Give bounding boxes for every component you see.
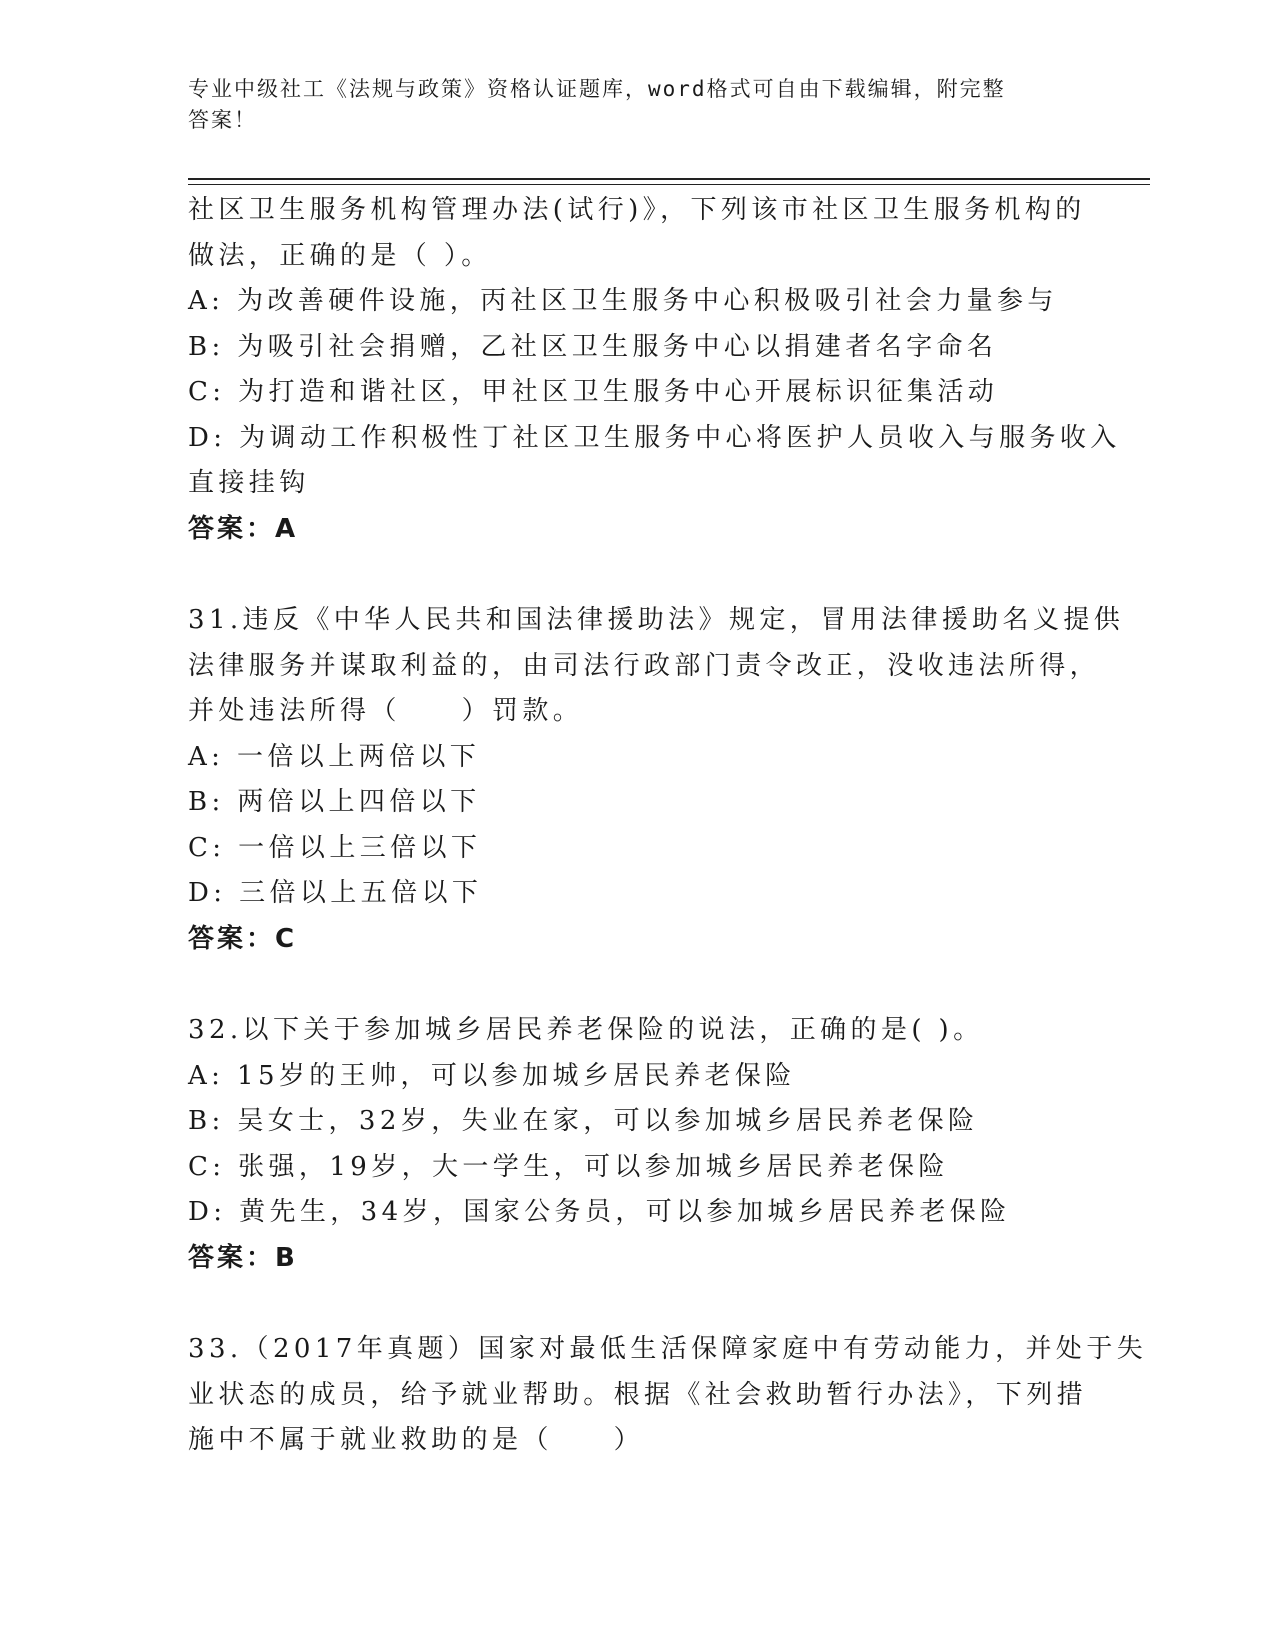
option-b: B: 吴女士，32岁，失业在家，可以参加城乡居民养老保险 xyxy=(188,1106,979,1136)
option-a: A: 为改善硬件设施，丙社区卫生服务中心积极吸引社会力量参与 xyxy=(188,286,1058,316)
header-title-line-2: 答案！ xyxy=(188,108,257,132)
question-stem-line: 33.（2017年真题）国家对最低生活保障家庭中有劳动能力，并处于失 xyxy=(188,1334,1148,1364)
header-divider xyxy=(188,178,1150,185)
document-header xyxy=(188,74,1078,136)
option-a: A: 15岁的王帅，可以参加城乡居民养老保险 xyxy=(188,1060,796,1091)
question-stem-line: 31.违反《中华人民共和国法律援助法》规定，冒用法律援助名义提供 xyxy=(188,605,1125,635)
question-spacer xyxy=(188,962,1088,1008)
question-stem-line: 做法，正确的是（ ）。 xyxy=(188,240,492,271)
option-a: A: 一倍以上两倍以下 xyxy=(188,741,481,772)
option-d: D: 为调动工作积极性丁社区卫生服务中心将医护人员收入与服务收入 xyxy=(188,422,1121,453)
question-31 xyxy=(188,598,1125,962)
question-stem-line: 并处违法所得（ ）罚款。 xyxy=(188,696,584,726)
question-stem-line: 32.以下关于参加城乡居民养老保险的说法，正确的是( )。 xyxy=(188,1015,984,1045)
question-spacer xyxy=(188,552,1088,598)
question-spacer xyxy=(188,1281,1088,1327)
option-d: D: 黄先生，34岁，国家公务员，可以参加城乡居民养老保险 xyxy=(188,1197,1011,1227)
answer-label: 答案：B xyxy=(188,1242,298,1273)
answer-label: 答案：A xyxy=(188,513,299,544)
answer-label: 答案：C xyxy=(188,923,298,954)
document-body xyxy=(188,188,1148,1464)
question-30-continued xyxy=(188,188,1121,552)
question-stem-line: 业状态的成员，给予就业帮助。根据《社会救助暂行办法》，下列措 xyxy=(188,1379,1088,1410)
question-stem-line: 社区卫生服务机构管理办法(试行)》，下列该市社区卫生服务机构的 xyxy=(188,195,1086,225)
option-c: C: 一倍以上三倍以下 xyxy=(188,832,482,863)
option-c: C: 为打造和谐社区，甲社区卫生服务中心开展标识征集活动 xyxy=(188,377,999,407)
option-d-continued: 直接挂钩 xyxy=(188,468,310,498)
question-stem-line: 法律服务并谋取利益的，由司法行政部门责令改正，没收违法所得， xyxy=(188,650,1101,681)
question-33 xyxy=(188,1327,1148,1464)
option-c: C: 张强，19岁，大一学生，可以参加城乡居民养老保险 xyxy=(188,1151,949,1182)
question-32 xyxy=(188,1008,1088,1281)
option-b: B: 两倍以上四倍以下 xyxy=(188,787,481,817)
question-stem-line: 施中不属于就业救助的是（ ） xyxy=(188,1425,645,1455)
option-b: B: 为吸引社会捐赠，乙社区卫生服务中心以捐建者名字命名 xyxy=(188,331,998,362)
header-title-line-1: 专业中级社工《法规与政策》资格认证题库，word格式可自由下载编辑，附完整 xyxy=(188,77,1006,101)
option-d: D: 三倍以上五倍以下 xyxy=(188,878,483,908)
